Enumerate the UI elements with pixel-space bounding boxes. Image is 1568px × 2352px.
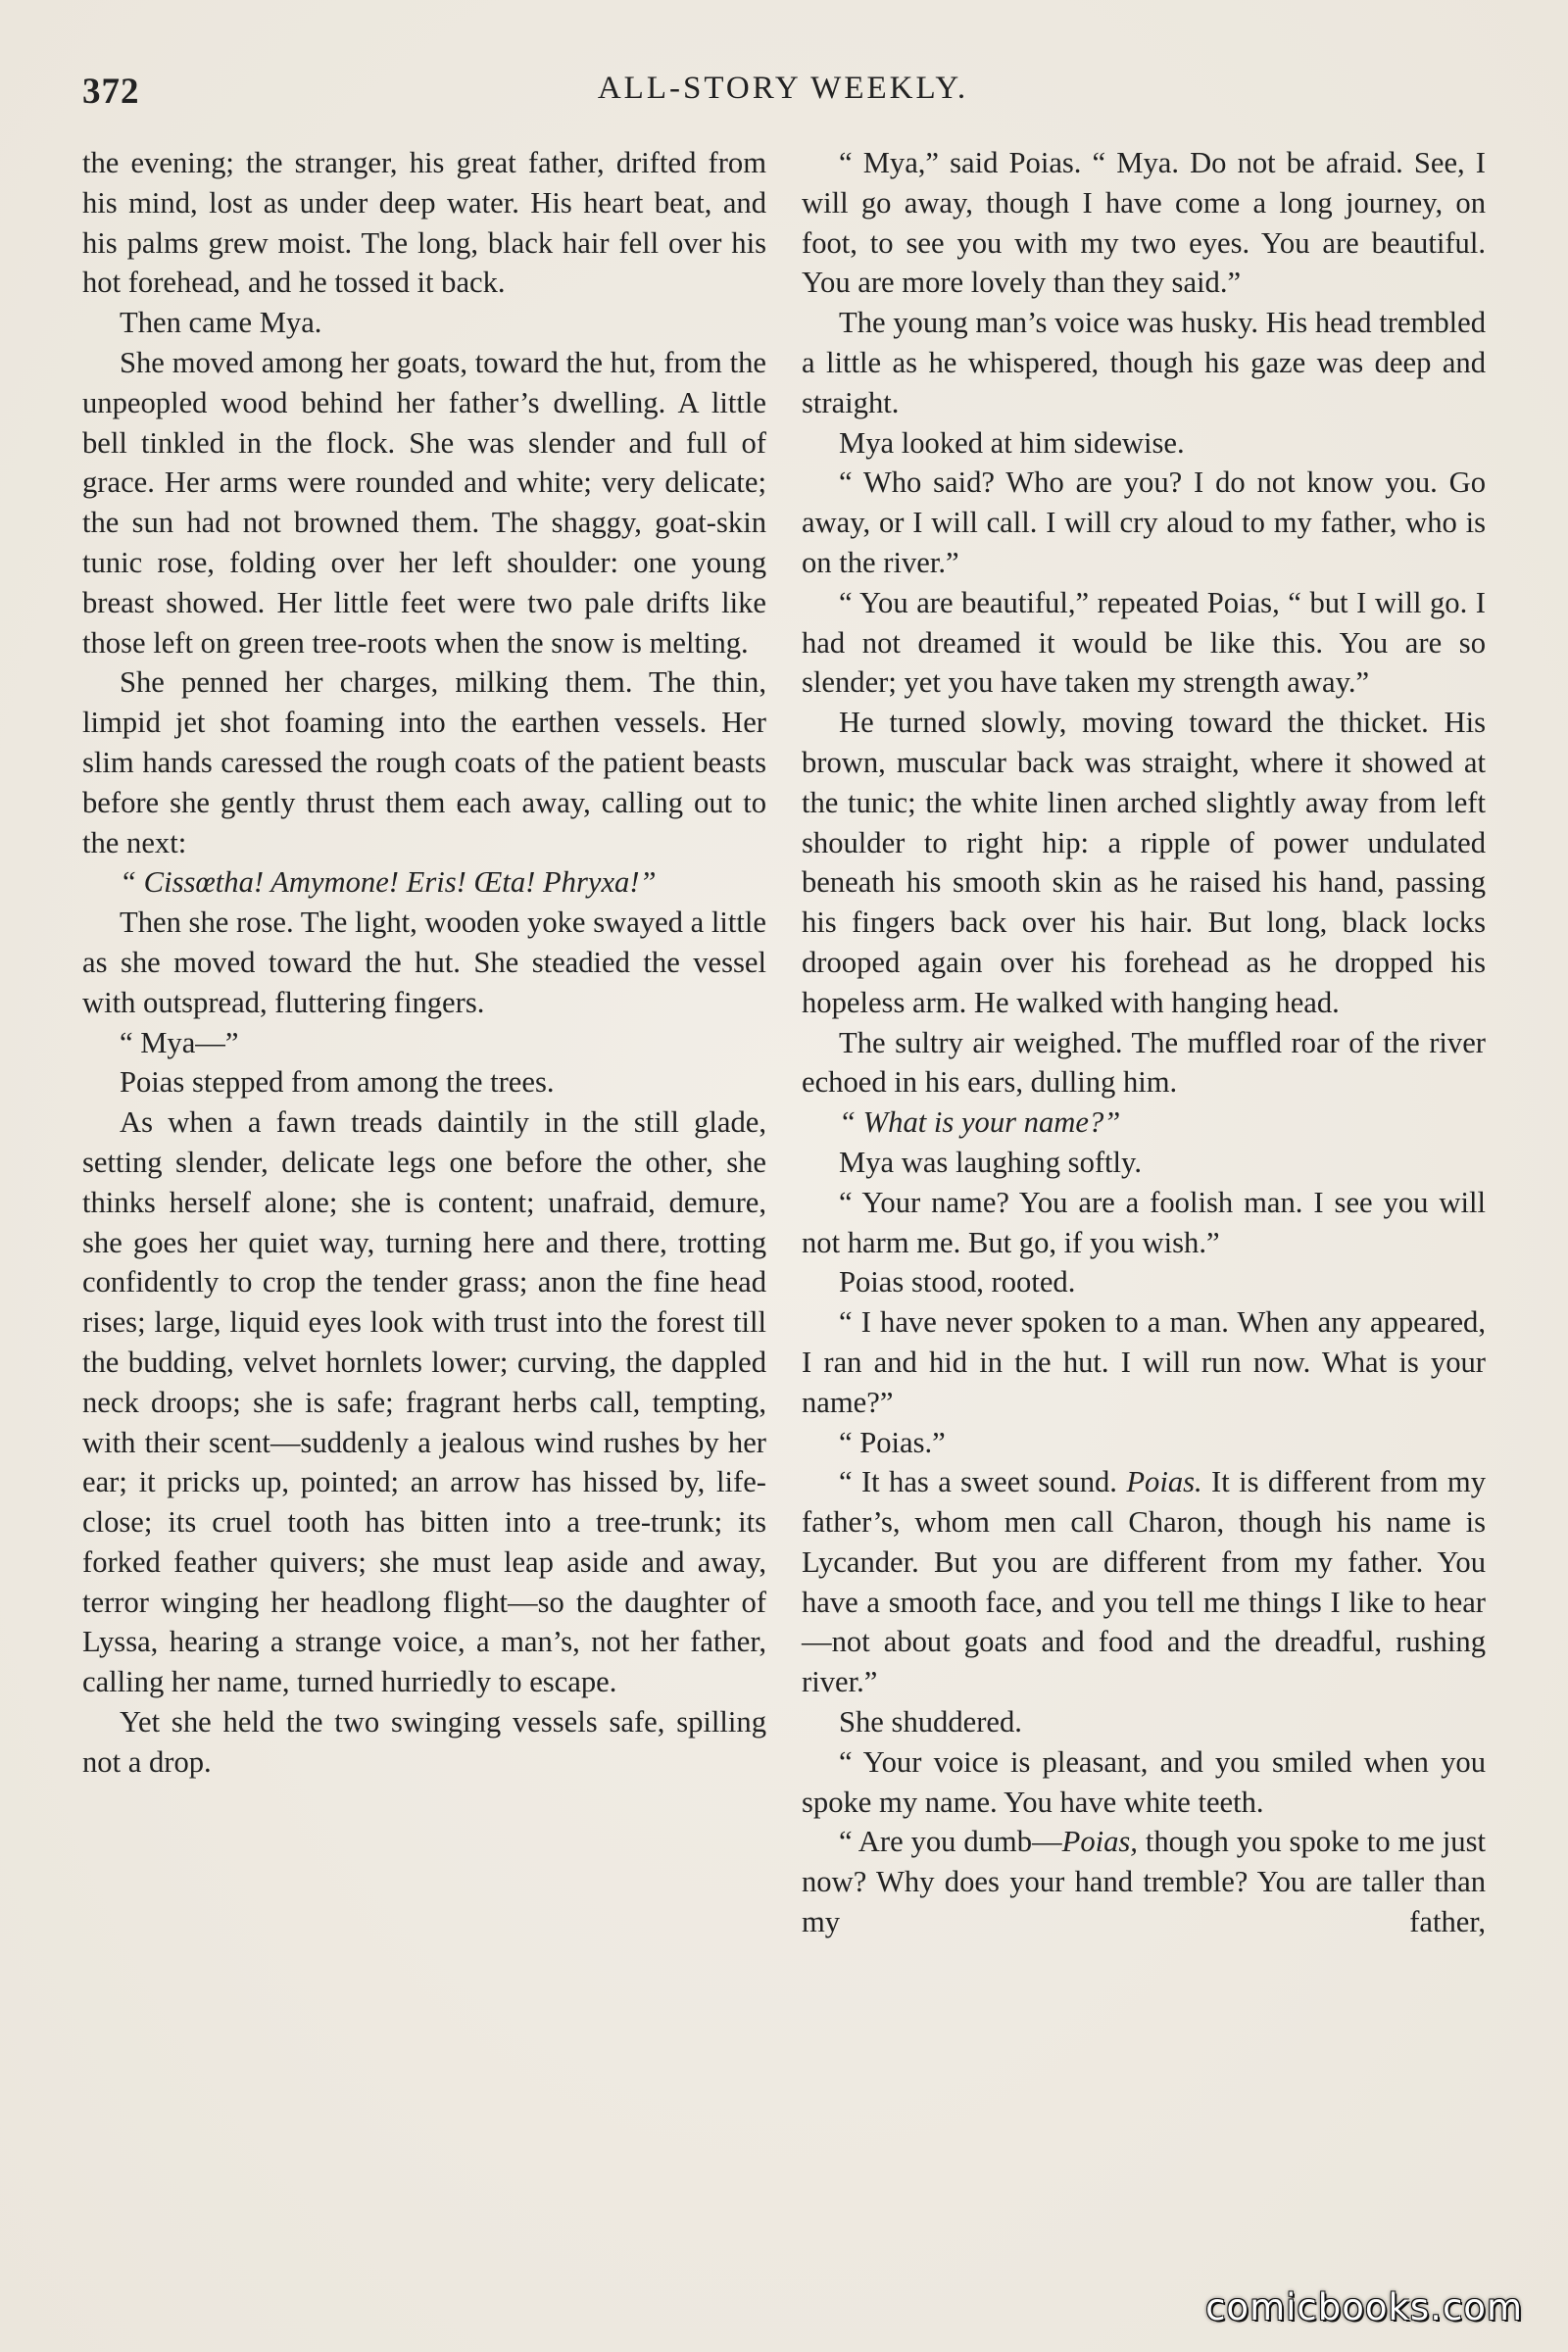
paragraph: Mya was laughing softly. bbox=[839, 1145, 1143, 1179]
paragraph bbox=[802, 1822, 1486, 1941]
paragraph: “ Who said? Who are you? I do not know you. Go away, or I will call. I will cry aloud to my father, who is on the river.” bbox=[802, 466, 1486, 579]
paragraph: “ You are beautiful,” repeated Poias, “ but I will go. I had not dreamed it would be like this. You are so slender; yet you have taken my strength away.” bbox=[802, 585, 1486, 700]
paragraph: He turned slowly, moving toward the thicket. His brown, muscular back was straight, where it showed at the tunic; the white linen arched slightly away from left shoulder to right hip: a ripple of power undulated beneath his smooth skin as he raised his hand, passing his fingers back over his hair. But long, black locks drooped again over his forehead as he dropped his hopeless arm. He walked with hanging head. bbox=[802, 706, 1486, 1019]
paragraph: Then came Mya. bbox=[120, 306, 322, 340]
watermark: comicbooks.com bbox=[1205, 2286, 1523, 2328]
paragraph: She shuddered. bbox=[839, 1705, 1022, 1740]
paragraph: Poias stepped from among the trees. bbox=[120, 1065, 555, 1100]
paragraph: As when a fawn treads daintily in the still glade, setting slender, delicate legs one before the other, she thinks herself alone; she is content; unafraid, demure, she goes her quiet way, turning here and there, trotting confidently to crop the tender grass; anon the fine head rises; large, liquid eyes look with trust into the forest till the budding, velvet hornlets lower; curving, the dappled neck droops; she is safe; fragrant herbs call, tempting, with their scent—suddenly a jealous wind rushes by her ear; it pricks up, pointed; an arrow has hissed by, life-close; its cruel tooth has bitten into a tree-trunk; its forked feather quivers; she must leap aside and away, terror winging her headlong flight—so the daughter of Lyssa, hearing a strange voice, a man’s, not her father, calling her name, turned hurriedly to escape. bbox=[82, 1105, 766, 1699]
paragraph: She penned her charges, milking them. The thin, limpid jet shot foaming into the earthen vessels. Her slim hands caressed the rough coats of the patient beasts before she gently thrust them each away, calling out to the next: bbox=[82, 665, 766, 859]
page-number: 372 bbox=[82, 72, 140, 112]
paragraph: “ Mya,” said Poias. “ Mya. Do not be afraid. See, I will go away, though I have come a long journey, on foot, to see you with my two eyes. You are beautiful. You are more lovely than they said.” bbox=[802, 146, 1486, 300]
page-header bbox=[82, 71, 1484, 120]
paragraph-goat-names bbox=[82, 862, 766, 903]
paragraph: Yet she held the two swinging vessels safe, spilling not a drop. bbox=[82, 1705, 766, 1779]
paragraph: The young man’s voice was husky. His head trembled a little as he whispered, though his gaze was deep and straight. bbox=[802, 306, 1486, 419]
name-emphasis: Poias. bbox=[1126, 1465, 1202, 1499]
paragraph: Poias stood, rooted. bbox=[839, 1265, 1076, 1299]
text-run: “ It has a sweet sound. bbox=[839, 1465, 1127, 1499]
paragraph: “ Your name? You are a foolish man. I see you will not harm me. But go, if you wish.” bbox=[802, 1185, 1486, 1259]
text-run: It is different from my father’s, whom men call Charon, though his name is Lycander. But you are different from my father. You have a smooth face, and you tell me things I like to hear—not about goats and food and the dreadful, rushing river.” bbox=[802, 1465, 1486, 1699]
paragraph: Mya looked at him sidewise. bbox=[839, 425, 1185, 460]
right-column bbox=[802, 143, 1486, 1942]
paragraph: The sultry air weighed. The muffled roar of the river echoed in his ears, dulling him. bbox=[802, 1025, 1486, 1100]
left-column bbox=[82, 143, 766, 1783]
name-emphasis: Poias, bbox=[1061, 1825, 1138, 1859]
question-text: “ What is your name?” bbox=[839, 1105, 1121, 1140]
paragraph: She moved among her goats, toward the hut, from the unpeopled wood behind her father’s dwelling. A little bell tinkled in the flock. She was slender and full of grace. Her arms were rounded and white; very delicate; the sun had not browned them. The shaggy, goat-skin tunic rose, folding over her left shoulder: one young breast showed. Her little feet were two pale drifts like those left on green tree-roots when the snow is melting. bbox=[82, 345, 766, 660]
paragraph: “ Your voice is pleasant, and you smiled when you spoke my name. You have white teeth. bbox=[802, 1744, 1486, 1819]
paragraph: Then she rose. The light, wooden yoke swayed a little as she moved toward the hut. She steadied the vessel with outspread, fluttering fingers. bbox=[82, 906, 766, 1019]
paragraph: “ I have never spoken to a man. When any appeared, I ran and hid in the hut. I will run now. What is your name?” bbox=[802, 1305, 1486, 1419]
paragraph bbox=[802, 1462, 1486, 1702]
text-run: though you spoke to me just now? Why does your hand tremble? You are taller than my father, bbox=[802, 1825, 1486, 1939]
paragraph: “ Mya—” bbox=[120, 1025, 239, 1059]
paragraph: the evening; the stranger, his great father, drifted from his mind, lost as under deep water. His heart beat, and his palms grew moist. The long, black hair fell over his hot forehead, and he tossed it back. bbox=[82, 146, 766, 300]
paragraph-question bbox=[802, 1102, 1486, 1143]
running-head: ALL-STORY WEEKLY. bbox=[597, 71, 969, 106]
paragraph: “ Poias.” bbox=[839, 1425, 946, 1459]
text-run: “ Are you dumb— bbox=[839, 1825, 1062, 1859]
goat-names: “ Cissœtha! Amymone! Eris! Œta! Phryxa!” bbox=[120, 865, 657, 900]
